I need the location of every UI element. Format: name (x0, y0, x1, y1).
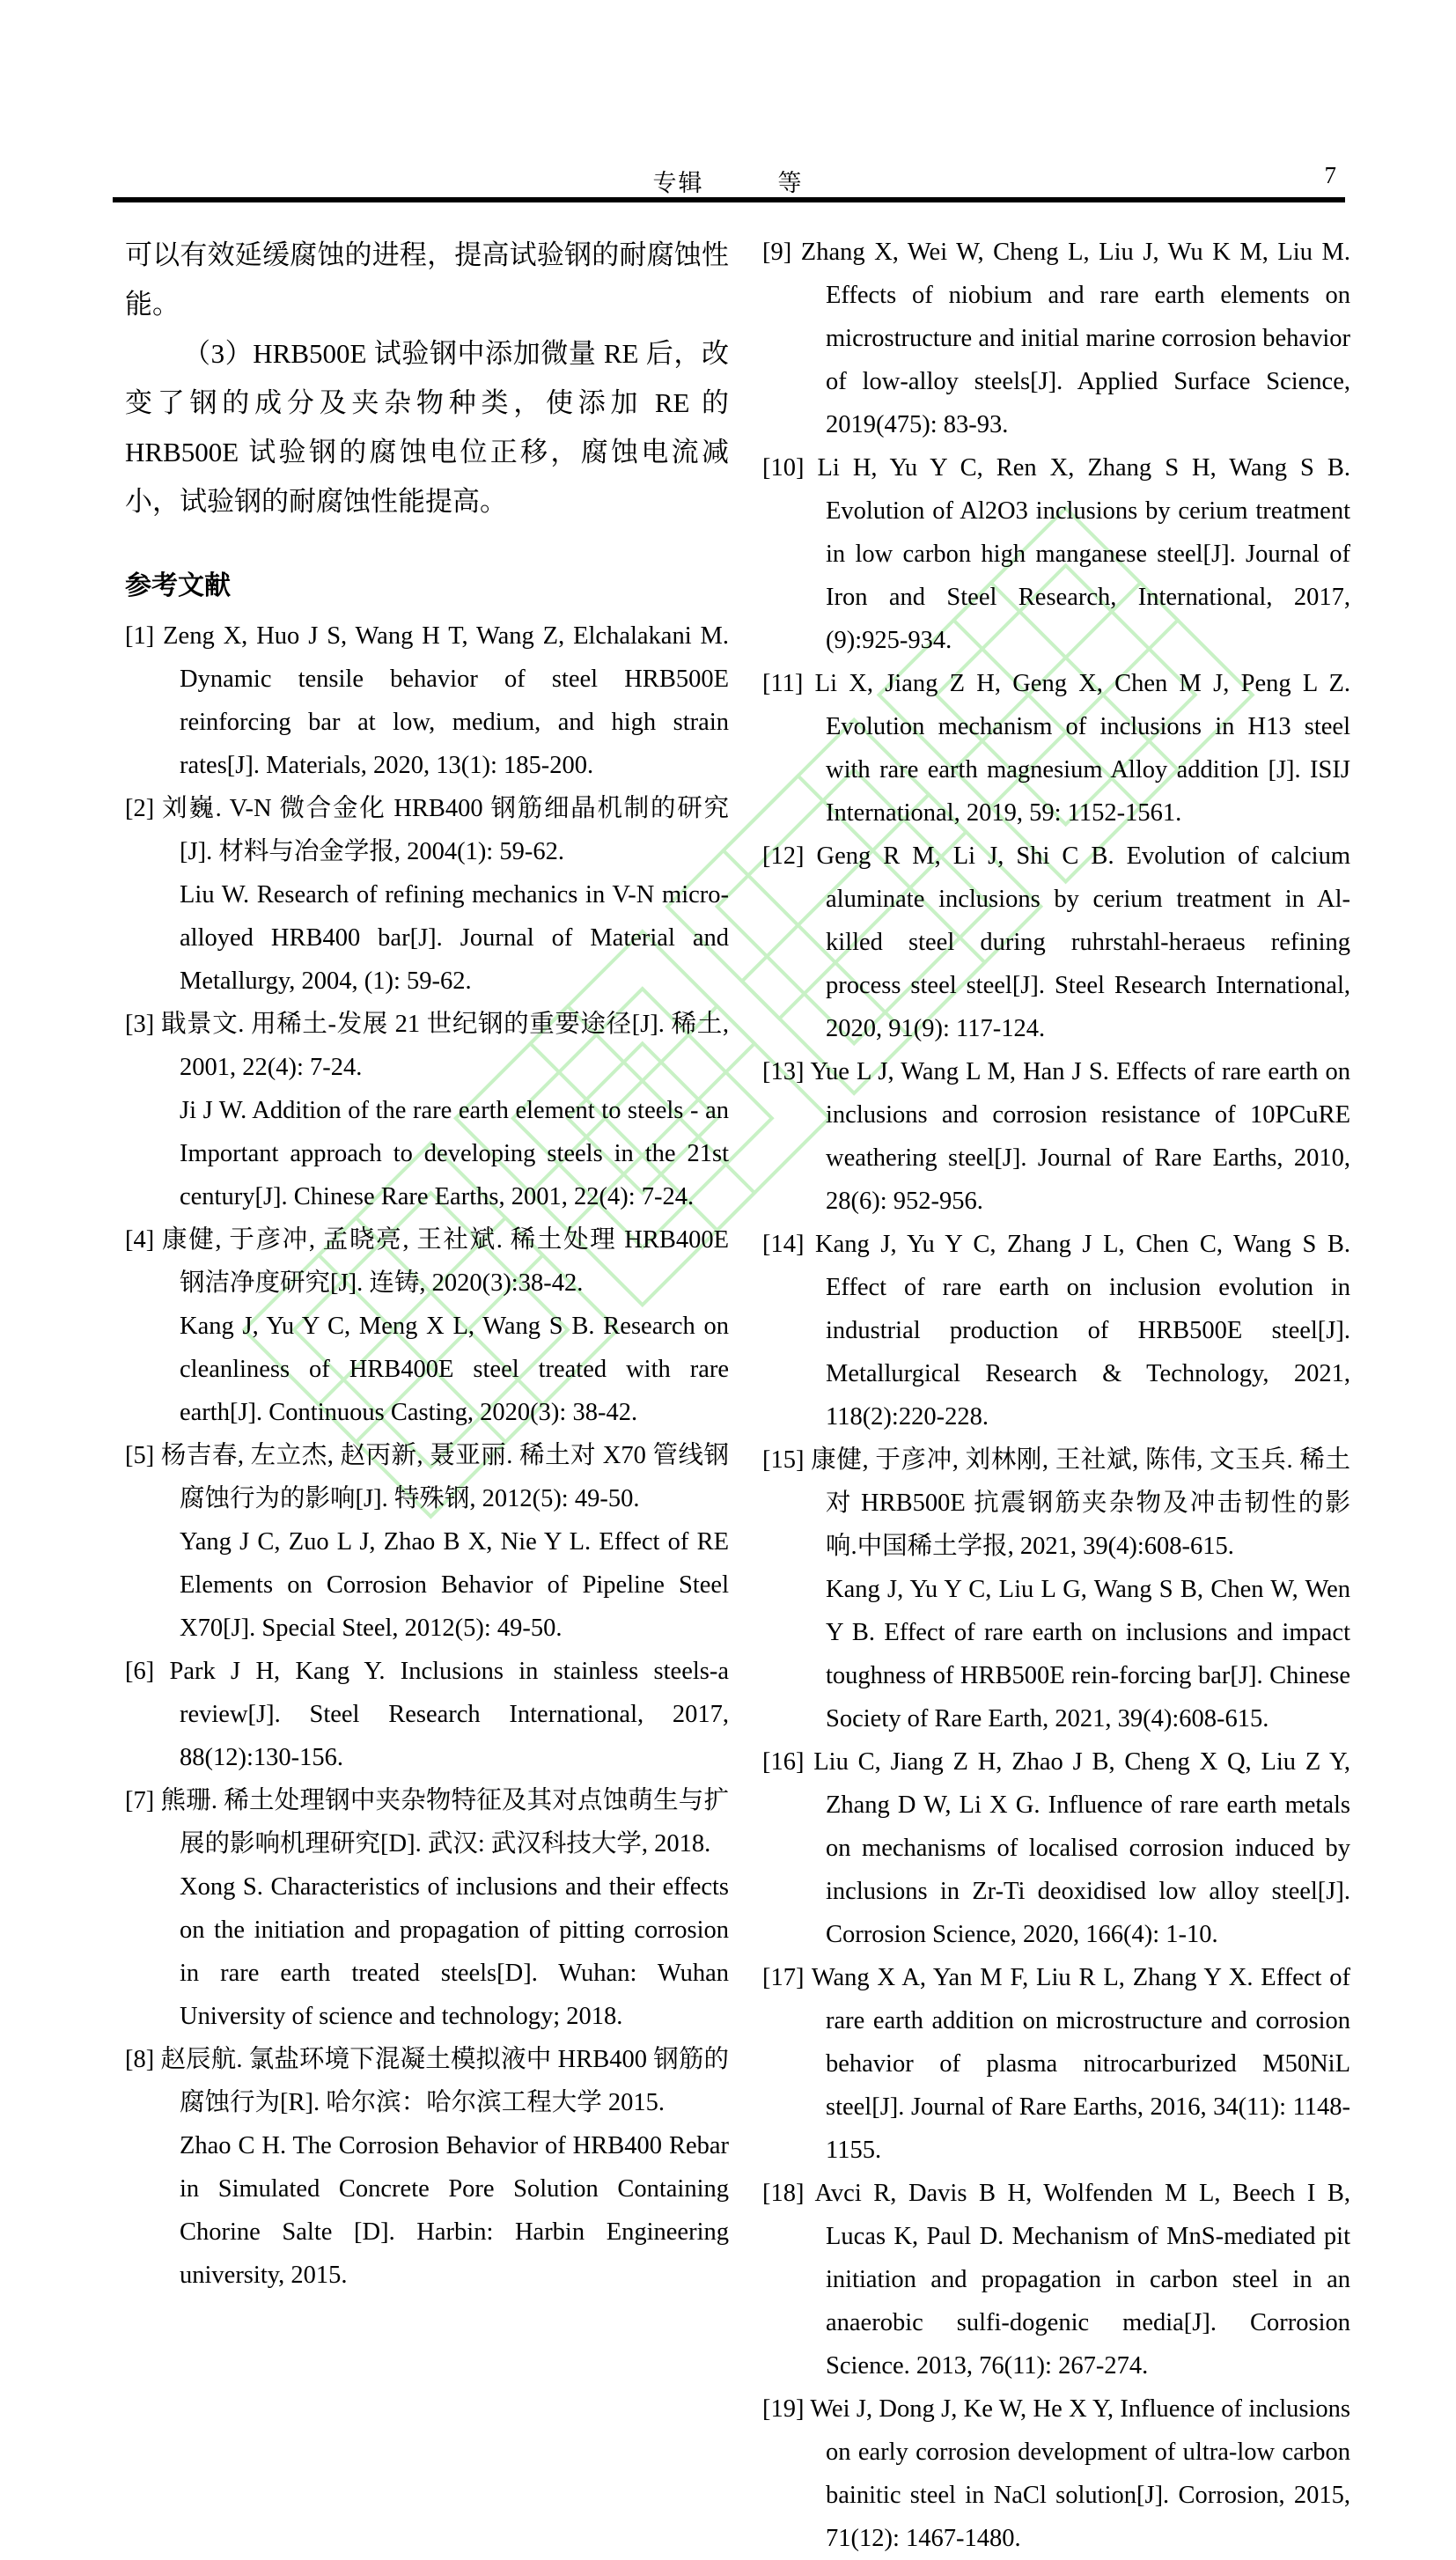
reference-item: [5] 杨吉春, 左立杰, 赵丙新, 聂亚丽. 稀土对 X70 管线钢腐蚀行为的影响[J]. 特殊钢, 2012(5): 49-50. (125, 1442, 729, 1512)
right-column (762, 231, 1350, 2560)
reference-item: [10] Li H, Yu Y C, Ren X, Zhang S H, Wang S B. Evolution of Al2O3 inclusions by cerium treatment in low carbon high manganese steel[J]. Journal of Iron and Steel Research, International, 2017, (9):925-934. (762, 454, 1350, 654)
reference-translation: Yang J C, Zuo L J, Zhao B X, Nie Y L. Effect of RE Elements on Corrosion Behavior of Pipeline Steel X70[J]. Special Steel, 2012(5): 49-50. (180, 1528, 729, 1642)
reference-item: [12] Geng R M, Li J, Shi C B. Evolution of calcium aluminate inclusions by cerium treatment in Al-killed steel during ruhrstahl-heraeus refining process steel steel[J]. Steel Research International, 2020, 91(9): 117-124. (762, 842, 1350, 1042)
reference-item: [8] 赵辰航. 氯盐环境下混凝土模拟液中 HRB400 钢筋的腐蚀行为[R]. 哈尔滨：哈尔滨工程大学 2015. (125, 2046, 729, 2116)
reference-item: [9] Zhang X, Wei W, Cheng L, Liu J, Wu K M, Liu M. Effects of niobium and rare earth elements on microstructure and initial marine corrosion behavior of low-alloy steels[J]. Applied Surface Science, 2019(475): 83-93. (762, 239, 1350, 438)
reference-translation: Liu W. Research of refining mechanics in V-N micro-alloyed HRB400 bar[J]. Journal of Material and Metallurgy, 2004, (1): 59-62. (180, 881, 729, 995)
reference-item: [18] Avci R, Davis B H, Wolfenden M L, Beech I B, Lucas K, Paul D. Mechanism of MnS-mediated pit initiation and propagation in carbon steel in an anaerobic sulfi-dogenic media[J]. Corrosion Science. 2013, 76(11): 267-274. (762, 2180, 1350, 2380)
reference-translation: Kang J, Yu Y C, Liu L G, Wang S B, Chen W, Wen Y B. Effect of rare earth on inclusions and impact toughness of HRB500E rein-forcing bar[J]. Chinese Society of Rare Earth, 2021, 39(4):608-615. (826, 1576, 1350, 1732)
reference-item: [7] 熊珊. 稀土处理钢中夹杂物特征及其对点蚀萌生与扩展的影响机理研究[D]. 武汉: 武汉科技大学, 2018. (125, 1787, 729, 1857)
page-number: 7 (1324, 162, 1336, 188)
reference-item: [2] 刘巍. V-N 微合金化 HRB400 钢筋细晶机制的研究[J]. 材料与冶金学报, 2004(1): 59-62. (125, 795, 729, 865)
reference-translation: Xong S. Characteristics of inclusions and their effects on the initiation and propagation of pitting corrosion in rare earth treated steels[D]. Wuhan: Wuhan University of science and technology; 2018. (180, 1873, 729, 2030)
header-rule (113, 197, 1345, 202)
conclusion-paragraph-2: （3）HRB500E 试验钢中添加微量 RE 后，改变了钢的成分及夹杂物种类，使添加 RE 的 HRB500E 试验钢的腐蚀电位正移，腐蚀电流减小，试验钢的耐腐蚀性能提高。 (125, 338, 729, 517)
conclusion-paragraph-1: 可以有效延缓腐蚀的进程，提高试验钢的耐腐蚀性能。 (125, 239, 729, 320)
left-column (125, 231, 729, 2297)
reference-item: [19] Wei J, Dong J, Ke W, He X Y, Influence of inclusions on early corrosion development of ultra-low carbon bainitic steel in NaCl solution[J]. Corrosion, 2015, 71(12): 1467-1480. (762, 2395, 1350, 2552)
reference-item: [15] 康健, 于彦冲, 刘林刚, 王社斌, 陈伟, 文玉兵. 稀土对 HRB500E 抗震钢筋夹杂物及冲击韧性的影响.中国稀土学报, 2021, 39(4):608-615. (762, 1446, 1350, 1560)
reference-item: [13] Yue L J, Wang L M, Han J S. Effects of rare earth on inclusions and corrosion resistance of 10PCuRE weathering steel[J]. Journal of Rare Earths, 2010, 28(6): 952-956. (762, 1058, 1350, 1215)
references-heading: 参考文献 (125, 571, 231, 600)
references-list-left (125, 614, 729, 2297)
running-head-column-title: 专辑 (652, 170, 704, 196)
reference-translation: Kang J, Yu Y C, Meng X L, Wang S B. Research on cleanliness of HRB400E steel treated with rare earth[J]. Continuous Casting, 2020(3): 38-42. (180, 1313, 729, 1426)
reference-item: [14] Kang J, Yu Y C, Zhang J L, Chen C, Wang S B. Effect of rare earth on inclusion evolution in industrial production of HRB500E steel[J]. Metallurgical Research & Technology, 2021, 118(2):220-228. (762, 1231, 1350, 1431)
reference-translation: Ji J W. Addition of the rare earth element to steels - an Important approach to developing steels in the 21st century[J]. Chinese Rare Earths, 2001, 22(4): 7-24. (180, 1097, 729, 1210)
reference-item: [16] Liu C, Jiang Z H, Zhao J B, Cheng X Q, Liu Z Y, Zhang D W, Li X G. Influence of rare earth metals on mechanisms of localised corrosion induced by inclusions in Zr-Ti deoxidised low alloy steel[J]. Corrosion Science, 2020, 166(4): 1-10. (762, 1748, 1350, 1948)
reference-item: [3] 戢景文. 用稀土-发展 21 世纪钢的重要途径[J]. 稀土, 2001, 22(4): 7-24. (125, 1011, 729, 1081)
running-head-et-al: 等 (777, 170, 804, 196)
references-list-right (762, 231, 1350, 2560)
reference-translation: Zhao C H. The Corrosion Behavior of HRB400 Rebar in Simulated Concrete Pore Solution Containing Chorine Salte [D]. Harbin: Harbin Engineering university, 2015. (180, 2132, 729, 2289)
reference-item: [1] Zeng X, Huo J S, Wang H T, Wang Z, Elchalakani M. Dynamic tensile behavior of steel HRB500E reinforcing bar at low, medium, and high strain rates[J]. Materials, 2020, 13(1): 185-200. (125, 622, 729, 779)
reference-item: [11] Li X, Jiang Z H, Geng X, Chen M J, Peng L Z. Evolution mechanism of inclusions in H13 steel with rare earth magnesium Alloy addition [J]. ISIJ International, 2019, 59: 1152-1561. (762, 670, 1350, 827)
running-head (0, 164, 1456, 198)
reference-item: [4] 康健, 于彦冲, 孟晓亮, 王社斌. 稀土处理 HRB400E 钢洁净度研究[J]. 连铸, 2020(3):38-42. (125, 1226, 729, 1297)
reference-item: [6] Park J H, Kang Y. Inclusions in stainless steels-a review[J]. Steel Research International, 2017, 88(12):130-156. (125, 1658, 729, 1771)
reference-item: [17] Wang X A, Yan M F, Liu R L, Zhang Y X. Effect of rare earth addition on microstructure and corrosion behavior of plasma nitrocarburized M50NiL steel[J]. Journal of Rare Earths, 2016, 34(11): 1148-1155. (762, 1964, 1350, 2164)
